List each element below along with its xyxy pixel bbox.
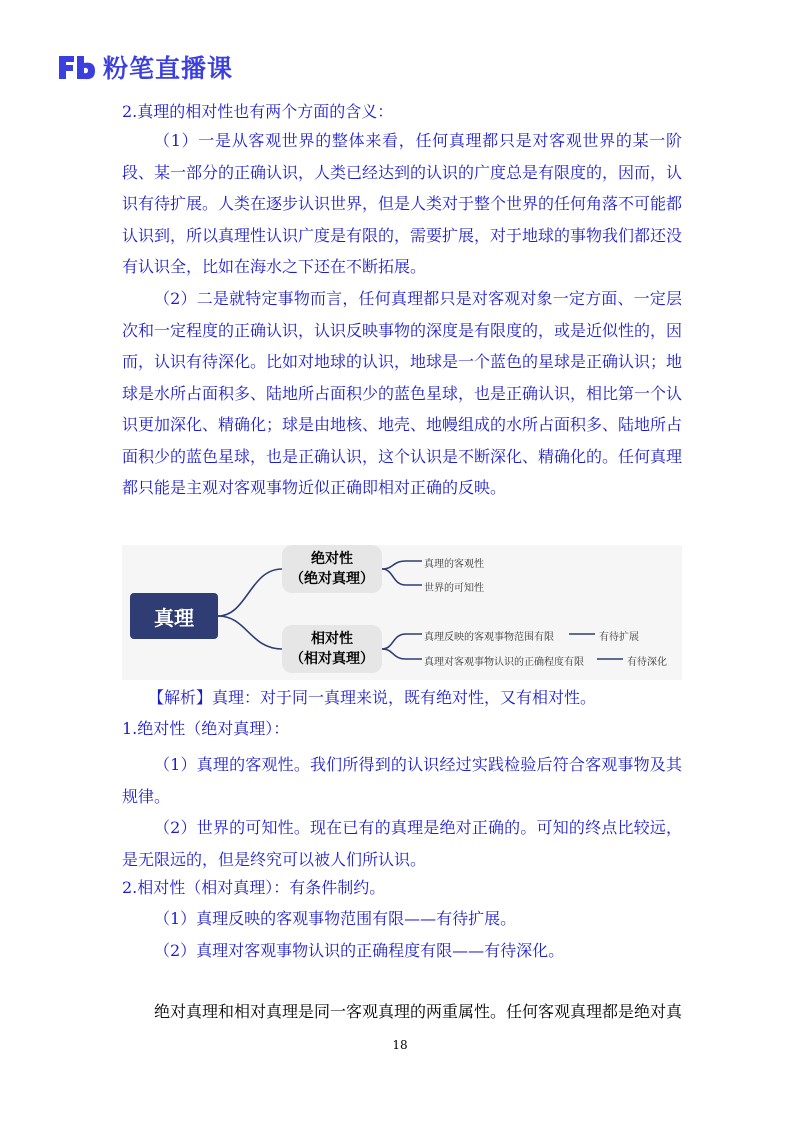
mindmap-relative-node (282, 625, 382, 673)
analysis-intro: 【解析】真理：对于同一真理来说，既有绝对性，又有相对性。 (148, 688, 597, 707)
leaf-await-deepening: 有待深化 (627, 657, 667, 668)
section-heading: 2.真理的相对性也有两个方面的含义： (122, 102, 394, 121)
leaf-scope-limited: 真理反映的客观事物范围有限 (424, 632, 554, 643)
leaf-knowability: 世界的可知性 (424, 583, 484, 594)
relative-title: 相对性 (311, 631, 353, 647)
leaf-await-expansion: 有待扩展 (599, 632, 639, 643)
mindmap-absolute-node (282, 545, 382, 593)
fb-logo-icon (57, 52, 97, 82)
page-number: 18 (392, 1038, 408, 1052)
leaf-degree-limited: 真理对客观事物认识的正确程度有限 (424, 657, 584, 668)
absolute-point-1: （1）真理的客观性。我们所得到的认识经过实践检验后符合客观事物及其规律。 (122, 755, 682, 806)
truth-mindmap (122, 545, 682, 680)
mindmap-root-node: 真理 (130, 593, 218, 639)
relative-subtitle: （相对真理） (290, 651, 374, 667)
brand-logo (57, 50, 233, 84)
relative-point-2: （2）真理对客观事物认识的正确程度有限——有待深化。 (154, 941, 565, 960)
relative-point-1: （1）真理反映的客观事物范围有限——有待扩展。 (154, 909, 517, 928)
absolute-heading: 1.绝对性（绝对真理）： (122, 719, 290, 738)
closing-paragraph: 绝对真理和相对真理是同一客观真理的两重属性。任何客观真理都是绝对真 (154, 1002, 683, 1021)
absolute-point-2: （2）世界的可知性。现在已有的真理是绝对正确的。可知的终点比较远，是无限远的，但是终究可以被人们所认识。 (122, 818, 682, 869)
paragraph-breadth: （1）一是从客观世界的整体来看，任何真理都只是对客观世界的某一阶段、某一部分的正确认识，人类已经达到的认识的广度总是有限度的，因而，认识有待扩展。人类在逐步认识世界，但是人类对于整个世界的任何角落不可能都认识到，所以真理性认识广度是有限的，需要扩展，对于地球的事物我们都还没有认识全，比如在海水之下还在不断拓展。 (122, 131, 683, 276)
absolute-subtitle: （绝对真理） (290, 571, 374, 587)
relative-heading: 2.相对性（相对真理）：有条件制约。 (122, 878, 386, 897)
leaf-objectivity: 真理的客观性 (424, 559, 484, 570)
paragraph-depth: （2）二是就特定事物而言，任何真理都只是对客观对象一定方面、一定层次和一定程度的正确认识，认识反映事物的深度是有限度的，或是近似性的，因而，认识有待深化。比如对地球的认识，地球是一个蓝色的星球是正确认识；地球是水所占面积多、陆地所占面积少的蓝色星球，也是正确认识，相比第一个认识更加深化、精确化；球是由地核、地壳、地幔组成的水所占面积多、陆地所占面积少的蓝色星球，也是正确认识，这个认识是不断深化、精确化的。任何真理都只能是主观对客观事物近似正确即相对正确的反映。 (122, 289, 683, 497)
absolute-title: 绝对性 (311, 551, 353, 567)
brand-name: 粉笔直播课 (103, 54, 234, 83)
